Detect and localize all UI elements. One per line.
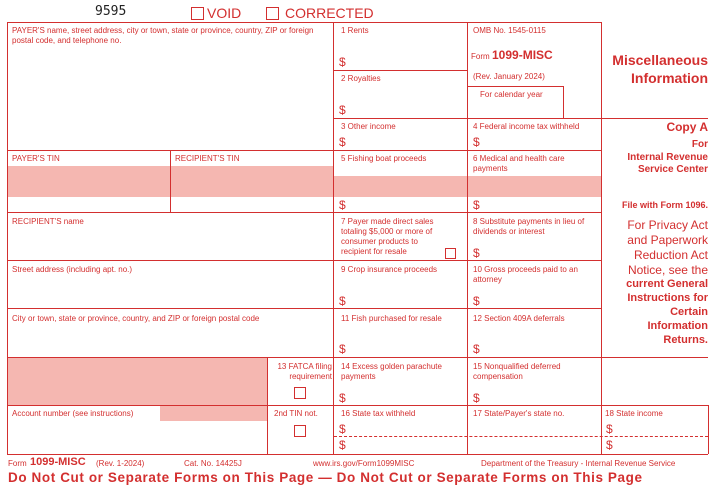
box5-shade bbox=[334, 176, 467, 197]
privacy-5: current General bbox=[626, 278, 708, 290]
footer-department: Department of the Treasury - Internal Revenue Service bbox=[481, 459, 676, 468]
box11-dollar: $ bbox=[339, 342, 346, 356]
box18-label: 18 State income bbox=[605, 409, 663, 418]
footer-url: www.irs.gov/Form1099MISC bbox=[313, 459, 415, 468]
recipient-tin-shade bbox=[171, 166, 333, 197]
box14-dollar: $ bbox=[339, 391, 346, 405]
omb-number: OMB No. 1545-0115 bbox=[473, 26, 546, 35]
side-title-2: Information bbox=[631, 70, 708, 86]
privacy-9: Returns. bbox=[663, 334, 708, 346]
box8-label: 8 Substitute payments in lieu of dividends or interest bbox=[473, 217, 585, 236]
box17-label: 17 State/Payer's state no. bbox=[473, 409, 565, 418]
box6-shade bbox=[468, 176, 601, 197]
second-tin-label: 2nd TIN not. bbox=[274, 409, 318, 418]
box18-dollar-2: $ bbox=[606, 438, 613, 452]
box14-label: 14 Excess golden parachute payments bbox=[341, 362, 442, 381]
second-tin-checkbox[interactable] bbox=[294, 425, 306, 437]
corrected-label: CORRECTED bbox=[285, 5, 374, 21]
box15-dollar: $ bbox=[473, 391, 480, 405]
account-shade bbox=[160, 406, 267, 421]
box9-label: 9 Crop insurance proceeds bbox=[341, 265, 438, 274]
box1-label: 1 Rents bbox=[341, 26, 369, 35]
payer-tin-label: PAYER'S TIN bbox=[12, 154, 60, 163]
box10-dollar: $ bbox=[473, 294, 480, 308]
box12-label: 12 Section 409A deferrals bbox=[473, 314, 565, 323]
payer-name-label: PAYER'S name, street address, city or town, state or province, country, ZIP or foreign postal code, and telephone no. bbox=[12, 26, 314, 45]
street-address-label: Street address (including apt. no.) bbox=[12, 265, 133, 274]
calendar-year-label: For calendar year bbox=[480, 90, 543, 99]
form-code: 9595 bbox=[95, 4, 127, 19]
box1-dollar: $ bbox=[339, 55, 346, 69]
form-prefix: Form bbox=[471, 52, 490, 61]
box16-dollar-1: $ bbox=[339, 422, 346, 436]
footer-form-name: 1099-MISC bbox=[30, 456, 86, 468]
privacy-6: Instructions for bbox=[627, 292, 708, 304]
privacy-7: Certain bbox=[670, 306, 708, 318]
box18-dollar-1: $ bbox=[606, 422, 613, 436]
irs-label-2: Service Center bbox=[637, 164, 708, 175]
box8-dollar: $ bbox=[473, 246, 480, 260]
box4-label: 4 Federal income tax withheld bbox=[473, 122, 580, 131]
void-label: VOID bbox=[207, 5, 242, 21]
box4-dollar: $ bbox=[473, 135, 480, 149]
fatca-checkbox[interactable] bbox=[294, 387, 306, 399]
box13-label: 13 FATCA filing requirement bbox=[277, 362, 332, 381]
side-title-1: Miscellaneous bbox=[612, 52, 708, 68]
box2-dollar: $ bbox=[339, 103, 346, 117]
form-name: 1099-MISC bbox=[492, 48, 553, 62]
city-label: City or town, state or province, country, and ZIP or foreign postal code bbox=[12, 314, 260, 323]
box5-label: 5 Fishing boat proceeds bbox=[341, 154, 427, 163]
for-label: For bbox=[691, 139, 708, 150]
box16-dollar-2: $ bbox=[339, 438, 346, 452]
box6-dollar: $ bbox=[473, 198, 480, 212]
privacy-2: and Paperwork bbox=[627, 233, 708, 247]
box6-label: 6 Medical and health care payments bbox=[473, 154, 565, 173]
privacy-3: Reduction Act bbox=[633, 248, 708, 262]
footer-revision: (Rev. 1-2024) bbox=[96, 459, 145, 468]
recipient-tin-label: RECIPIENT'S TIN bbox=[175, 154, 240, 163]
account-number-label: Account number (see instructions) bbox=[12, 409, 134, 418]
file-with-label: File with Form 1096. bbox=[621, 200, 708, 210]
privacy-8: Information bbox=[647, 320, 708, 332]
corrected-checkbox[interactable] bbox=[266, 7, 279, 20]
box3-dollar: $ bbox=[339, 135, 346, 149]
box9-dollar: $ bbox=[339, 294, 346, 308]
box7-label: 7 Payer made direct sales totaling $5,000 or more of consumer products to recipient for resale bbox=[341, 217, 434, 256]
box16-label: 16 State tax withheld bbox=[341, 409, 416, 418]
privacy-4: Notice, see the bbox=[627, 263, 708, 277]
irs-label-1: Internal Revenue bbox=[627, 152, 708, 163]
void-checkbox[interactable] bbox=[191, 7, 204, 20]
box11-label: 11 Fish purchased for resale bbox=[341, 314, 442, 323]
footer-form-prefix: Form bbox=[8, 459, 27, 468]
recipient-name-label: RECIPIENT'S name bbox=[12, 217, 84, 226]
box7-checkbox[interactable] bbox=[445, 248, 456, 259]
privacy-1: For Privacy Act bbox=[627, 218, 708, 232]
box3-label: 3 Other income bbox=[341, 122, 396, 131]
box13-shade bbox=[8, 358, 267, 405]
form-revision: (Rev. January 2024) bbox=[473, 72, 545, 81]
box15-label: 15 Nonqualified deferred compensation bbox=[473, 362, 561, 381]
box2-label: 2 Royalties bbox=[341, 74, 381, 83]
payer-tin-shade bbox=[8, 166, 170, 197]
footer-cat-no: Cat. No. 14425J bbox=[184, 459, 242, 468]
box5-dollar: $ bbox=[339, 198, 346, 212]
box12-dollar: $ bbox=[473, 342, 480, 356]
copy-label: Copy A bbox=[666, 120, 708, 134]
box10-label: 10 Gross proceeds paid to an attorney bbox=[473, 265, 578, 284]
do-not-cut-warning: Do Not Cut or Separate Forms on This Page — Do Not Cut or Separate Forms on This Page bbox=[8, 470, 643, 485]
